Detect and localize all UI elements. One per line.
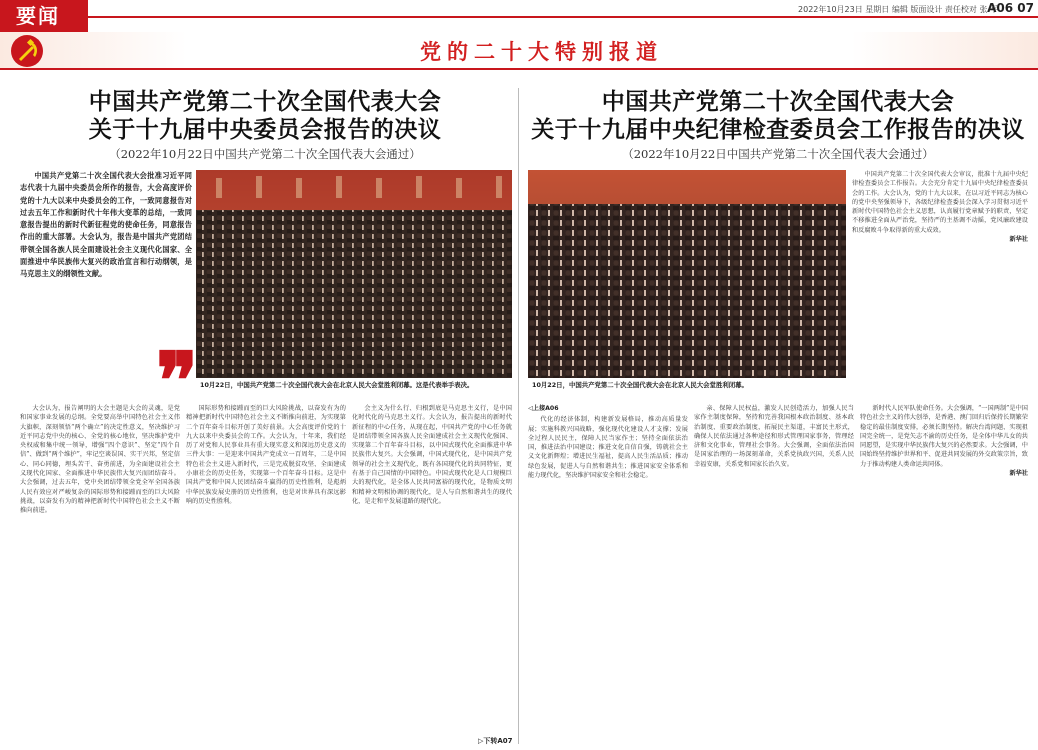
congress-hall-photo-right (528, 170, 846, 378)
left-subtitle: （2022年10月22日中国共产党第二十次全国代表大会通过） (109, 147, 421, 161)
right-byline-top: 新华社 (1009, 236, 1028, 244)
dateline (798, 4, 998, 15)
section-label: 要闻 (0, 0, 88, 32)
right-byline-bottom: 新华社 (1009, 470, 1028, 478)
right-body-main (852, 170, 1028, 396)
center-divider (518, 88, 519, 744)
right-body-col3-text: 新时代人民军队使命任务。大会强调，“一国两制”是中国特色社会主义的伟大创举，是香港、澳门回归后保持长期繁荣稳定的最佳制度安排，必须长期坚持。解决台湾问题、实现祖国完全统一，是党矢志不渝的历史任务，是全体中华儿女的共同愿望，是实现中华民族伟大复兴的必然要求。大会强调，中国始终坚持维护世界和平、促进共同发展的外交政策宗旨，致力于推动构建人类命运共同体。 (860, 405, 1028, 468)
left-title-line-1: 中国共产党第二十次全国代表大会 (88, 89, 442, 115)
special-report-banner (0, 32, 1038, 70)
left-body-column-2 (186, 404, 346, 744)
right-body-column-1 (528, 404, 688, 744)
left-body-column-3 (352, 404, 512, 734)
dateline-text: 2022年10月23日 星期日 编辑 版面设计 责任校对 张 平 (798, 5, 998, 14)
page-number: A06 07 (987, 1, 1034, 15)
right-title-line-1: 中国共产党第二十次全国代表大会 (601, 89, 955, 115)
masthead (0, 0, 1038, 72)
right-body-column-2 (694, 404, 854, 744)
left-body-col2-text: 国际形势和接踵而至的巨大风险挑战，以奋发有为的精神把新时代中国特色社会主义不断推向前进，为实现第二个百年奋斗目标开创了美好前景。大会高度评价党的十九大以来中央委员会的工作。大会认为，十年来，我们经历了对党和人民事业具有重大现实意义和深远历史意义的三件大事：一是迎来中国共产党成立一百周年，二是中国特色社会主义进入新时代，三是完成脱贫攻坚、全面建成小康社会的历史任务，实现第一个百年奋斗目标。这是中国共产党和中国人民团结奋斗赢得的历史性胜利，是彪炳中华民族发展史册的历史性胜利，也是对世界具有深远影响的历史性胜利。 (186, 405, 346, 505)
top-rule (88, 16, 1038, 18)
left-body-column-1 (20, 404, 180, 744)
right-photo (528, 170, 846, 378)
left-lead-text: 中国共产党第二十次全国代表大会批准习近平同志代表十九届中央委员会所作的报告，大会高度评价党的十九大以来中央委员会的工作，一致同意报告对过去五年工作和新时代十年伟大变革的总结，一致同意报告提出的新时代新征程党的使命任务，同意报告作出的重大部署。大会认为，报告是中国共产党团结带领全国各族人民全面建设社会主义现代化国家、全面推进中华民族伟大复兴的政治宣言和行动纲领，是马克思主义的纲领性文献。 (20, 171, 192, 279)
right-photo-caption: 10月22日，中国共产党第二十次全国代表大会在北京人民大会堂胜利闭幕。 (532, 381, 748, 389)
left-body-col1-text: 大会认为，报告阐明的大会主题是大会的灵魂，是党和国家事业发展的总纲。全党要高举中国特色社会主义伟大旗帜，深刻领悟“两个确立”的决定性意义，坚决维护习近平同志党中央的核心、全党的核心地位，坚决维护党中央权威和集中统一领导，增强“四个意识”、坚定“四个自信”、做到“两个维护”，牢记空谈误国、实干兴邦，坚定信心、同心同德，埋头苦干、奋勇前进，为全面建设社会主义现代化国家、全面推进中华民族伟大复兴而团结奋斗。大会强调，过去五年，党中央团结带领全党全军全国各族人民有效应对严峻复杂的国际形势和接踵而至的巨大风险挑战，以奋发有为的精神把新时代中国特色社会主义不断推向前进。 (20, 405, 180, 515)
congress-hall-photo-left (196, 170, 512, 378)
continue-from-line: ◁上接A06 (528, 405, 559, 412)
party-emblem-icon (10, 34, 44, 68)
left-article-headline (20, 88, 510, 162)
right-article-headline (528, 88, 1028, 162)
left-body-col3-text: 会主义为什么行、归根到底是马克思主义行，是中国化时代化的马克思主义行。大会认为，报告提出的新时代新征程的中心任务，从现在起，中国共产党的中心任务就是团结带领全国各族人民全面建成社会主义现代化强国、实现第二个百年奋斗目标，以中国式现代化全面推进中华民族伟大复兴。大会强调，中国式现代化，是中国共产党领导的社会主义现代化，既有各国现代化的共同特征，更有基于自己国情的中国特色。中国式现代化是人口规模巨大的现代化，是全体人民共同富裕的现代化，是物质文明和精神文明相协调的现代化，是人与自然和谐共生的现代化，是走和平发展道路的现代化。 (352, 405, 512, 505)
right-body-main-text: 中国共产党第二十次全国代表大会审议，批准十九届中央纪律检查委员会工作报告。大会充分肯定十九届中央纪律检查委员会的工作。大会认为，党的十九大以来，在以习近平同志为核心的党中央坚强领导下，各级纪律检查委员会深入学习贯彻习近平新时代中国特色社会主义思想，认真履行党章赋予的职责，坚定不移推进全面从严治党，坚持严的主基调不动摇，党风廉政建设和反腐败斗争取得新的重大成效。 (852, 171, 1028, 234)
right-body-col1-text: 代化的经济体制，构建新发展格局，推动高质量发展；实施科教兴国战略，强化现代化建设人才支撑；发展全过程人民民主，保障人民当家作主；坚持全面依法治国，推进法治中国建设；推进文化自信自强，铸就社会主义文化新辉煌；增进民生福祉，提高人民生活品质；推动绿色发展，促进人与自然和谐共生；推进国家安全体系和能力现代化，坚决维护国家安全和社会稳定。 (528, 416, 688, 480)
banner-title: 党的二十大特别报道 (420, 40, 663, 64)
quote-mark-icon: ❞ (156, 336, 188, 427)
right-body-col2-text: 亲、保障人民权益，激发人民创造活力，加强人民当家作主制度保障，坚持和完善我国根本政治制度、基本政治制度、重要政治制度，拓展民主渠道，丰富民主形式，确保人民依法通过各种途径和形式管理国家事务，管理经济和文化事业，管理社会事务。大会强调，全面依法治国是国家治理的一场深刻革命，关系党执政兴国，关系人民幸福安康，关系党和国家长治久安。 (694, 405, 854, 468)
left-photo-caption: 10月22日，中国共产党第二十次全国代表大会在北京人民大会堂胜利闭幕。这是代表举手表决。 (200, 381, 474, 389)
left-title-line-2: 关于十九届中央委员会报告的决议 (88, 117, 442, 143)
right-body-column-3 (860, 404, 1028, 744)
right-subtitle: （2022年10月22日中国共产党第二十次全国代表大会通过） (622, 147, 934, 161)
right-title-line-2: 关于十九届中央纪律检查委员会工作报告的决议 (531, 117, 1025, 143)
left-jump-line: ▷下转A07 (478, 737, 513, 745)
left-photo (196, 170, 512, 378)
